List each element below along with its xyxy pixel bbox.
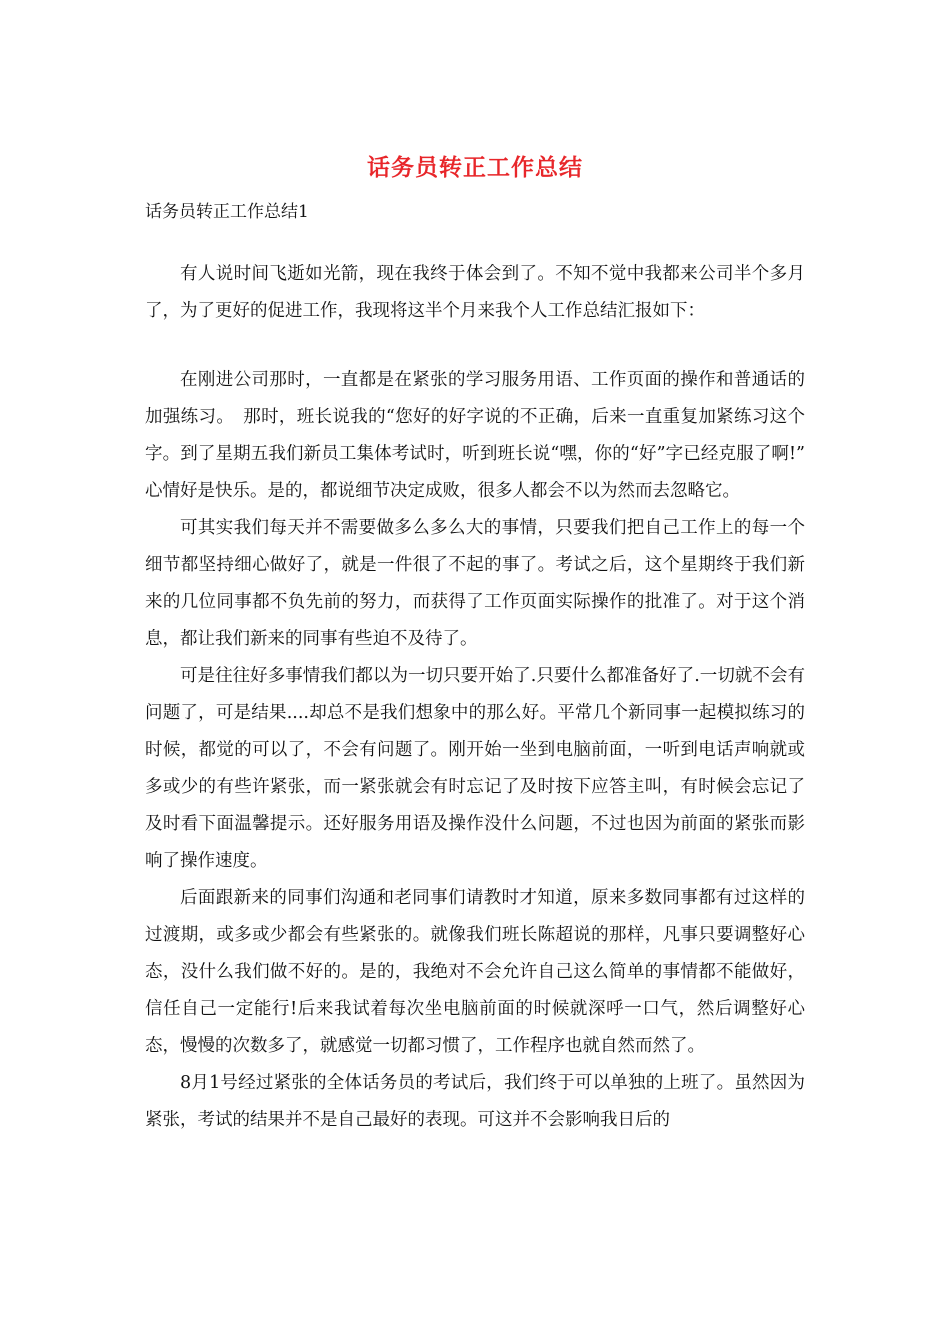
paragraph: 可其实我们每天并不需要做多么多么大的事情，只要我们把自己工作上的每一个细节都坚持细心做好了，就是一件很了不起的事了。考试之后，这个星期终于我们新来的几位同事都不负先前的努力，而获得了工作页面实际操作的批准了。对于这个消息，都让我们新来的同事有些迫不及待了。 xyxy=(145,518,805,649)
document-body xyxy=(145,256,823,1139)
paragraph: 可是往往好多事情我们都以为一切只要开始了.只要什么都准备好了.一切就不会有问题了，可是结果....却总不是我们想象中的那么好。平常几个新同事一起模拟练习的时候，都觉的可以了，不会有问题了。刚开始一坐到电脑前面，一听到电话声响就或多或少的有些许紧张，而一紧张就会有时忘记了及时按下应答主叫，有时候会忘记了及时看下面温馨提示。还好服务用语及操作没什么问题，不过也因为前面的紧张而影响了操作速度。 xyxy=(145,666,805,871)
paragraph: 在刚进公司那时，一直都是在紧张的学习服务用语、工作页面的操作和普通话的加强练习。 那时，班长说我的“您好的好字说的不正确，后来一直重复加紧练习这个字。到了星期五我们新员工集体考试时，听到班长说“嘿，你的“好”字已经克服了啊!” 心情好是快乐。是的，都说细节决定成败，很多人都会不以为然而去忽略它。 xyxy=(145,370,823,501)
paragraph: 8月1号经过紧张的全体话务员的考试后，我们终于可以单独的上班了。虽然因为紧张，考试的结果并不是自己最好的表现。可这并不会影响我日后的 xyxy=(145,1073,805,1130)
document-subtitle: 话务员转正工作总结1 xyxy=(145,202,309,222)
paragraph: 后面跟新来的同事们沟通和老同事们请教时才知道，原来多数同事都有过这样的过渡期，或多或少都会有些紧张的。就像我们班长陈超说的那样，凡事只要调整好心态，没什么我们做不好的。是的，我绝对不会允许自己这么简单的事情都不能做好，信任自己一定能行!后来我试着每次坐电脑前面的时候就深呼一口气，然后调整好心态，慢慢的次数多了，就感觉一切都习惯了，工作程序也就自然而然了。 xyxy=(145,888,805,1056)
paragraph: 有人说时间飞逝如光箭，现在我终于体会到了。不知不觉中我都来公司半个多月了，为了更好的促进工作，我现将这半个月来我个人工作总结汇报如下： xyxy=(145,264,805,321)
document-title: 话务员转正工作总结 xyxy=(367,154,583,181)
